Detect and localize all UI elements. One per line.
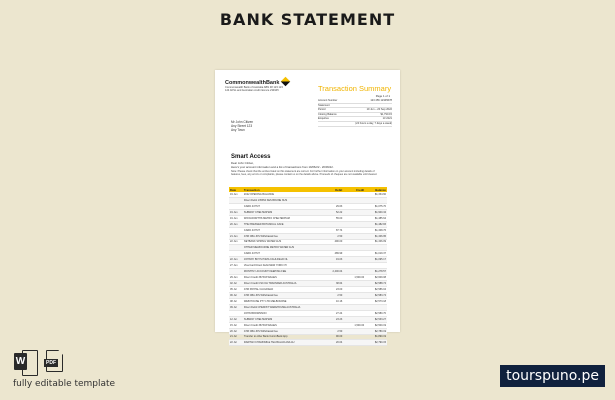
txn-date: 19 Jun [230,216,238,220]
account-title: Smart Access [231,154,271,160]
txn-debit: 20.04 [336,341,343,345]
page-title: BANK STATEMENT [219,10,396,29]
txn-description: SUBWAY CHELTENHAM [243,317,273,321]
txn-balance: $1,346.95 [374,234,386,238]
txn-date: 21 Jul [230,335,237,339]
bank-logo-icon [281,77,291,87]
summary-value: 123 456 12345678 [370,99,392,102]
txn-description: Direct Debit 135354 KES BRUNE NUS [243,198,288,202]
transactions-body [229,192,387,346]
summary-table [318,99,392,127]
transactions-header [229,187,387,192]
table-row [229,340,387,346]
txn-balance: $1,348.76 [374,228,386,232]
txn-balance: $2,533.27 [374,317,386,321]
txn-debit: 52.22 [336,210,343,214]
txn-balance: $1,900.34 [374,210,386,214]
txn-balance: $2,588.74 [374,282,386,286]
txn-date: 09 Jul [230,305,237,309]
txn-credit: 1,500.00 [354,276,365,280]
txn-balance: $2,586.04 [374,287,386,291]
txn-description: CARD 447727 [243,228,261,232]
txn-balance: $1,019.37 [374,252,386,256]
txn-description: Direct Credit CSC DA TRANSFER AUSTRALIA [243,282,297,286]
txn-description: Direct Credit 367303 WAGES [243,323,277,327]
summary-value: 19 Jun – 20 Sep 2022 [366,108,392,112]
transactions-table [229,187,387,346]
txn-date: 20 Jun [230,222,238,226]
summary-label: Account Number [318,99,338,102]
txn-date: 22 Jun [230,258,238,262]
word-file-icon [14,350,34,374]
customer-name: Mr John Citizen [231,120,254,124]
col-transaction: Transaction [243,187,260,192]
txn-balance: $1,485.64 [374,216,386,220]
txn-balance: $1,095.17 [374,258,386,262]
txn-debit: 10.16 [336,299,343,303]
txn-date: 29 Jun [230,276,238,280]
txn-description: ATM CBA JFS Withdrawal Fee [243,234,278,238]
col-date: Date [230,187,237,192]
txn-balance: $2,580.70 [374,311,386,315]
txn-date: 06 Jul [230,293,237,297]
col-debit: Debit [335,187,343,192]
intro-line: Here's your account information and a list of transactions from 19/06/22 - 20/09/22. [231,164,334,169]
txn-balance: $1,346.09 [374,240,386,244]
customer-street: Any Street 123 [231,124,253,129]
txn-date: 19 Jun [230,192,238,196]
summary-value: (24 hours a day, 7 days a week) [355,121,392,125]
summary-value: $1,790.15 [380,112,392,116]
col-balance: Balance [375,187,386,192]
txn-date: 19 Jun [230,210,238,214]
txn-balance: $1,890.19 [374,335,386,339]
txn-debit: 23.00 [336,287,343,291]
txn-description: CARD 447727 [243,252,261,256]
txn-balance: $2,780.19 [374,329,386,333]
customer-town: Any Town [231,128,245,133]
txn-description: JOHNNY BOYS PIZZA CAULFIELD NL [243,258,288,262]
txn-date: 12 Jul [230,317,237,321]
txn-description: Direct Credit 367303 WAGES [243,276,277,280]
txn-balance: $1,482.83 [374,222,386,226]
customer-address [231,120,271,133]
txn-debit: 23.23 [336,317,343,321]
txn-debit: 2.50 [337,329,343,333]
txn-description: Transfer to other Bank CommBank App [243,335,288,339]
txn-description: WEB HOUSE PTY LTD MELBOURNE [243,299,287,303]
txn-debit: 27.24 [336,311,343,315]
txn-debit: 29.63 [336,204,343,208]
txn-description: ATM CBA JFS Withdrawal Fee [243,329,278,333]
greeting [231,162,386,169]
summary-row [318,122,392,127]
txn-date: 20 Jul [230,329,237,333]
txn-date: 21 Jun [230,234,238,238]
txn-balance: $2,790.15 [374,341,386,345]
word-letter: W [14,353,27,370]
brand-badge: tourspuno.pe [500,365,605,387]
txn-debit: 19.03 [336,258,343,262]
txn-description: MONTHLY ACCOUNT KEEPING FEE [243,270,287,274]
txn-balance: $1,334.60 [374,192,386,196]
summary-label: Closing Balance [318,112,337,116]
txn-description: RAWTAN CHAMOMILE TEA BALACLAVA AU [243,341,295,345]
txn-balance: $2,609.08 [374,276,386,280]
txn-debit: 489.99 [334,252,343,256]
txn-description: Direct Debit CHEMIST WAREHOUSE AUSTRALIA [243,305,301,309]
txn-description: WOOLWORTHS METRO CHELTENHAM [243,216,290,220]
txn-debit: 38.64 [336,282,343,286]
bank-logo [225,77,290,86]
txn-description: 2022 OPENING BALANCE [243,192,275,196]
bank-address: Commonwealth Bank of Australia ABN 48 123 123 124 AFSL and Australian credit licence 234945 [225,86,283,93]
txn-balance: $2,500.19 [374,323,386,327]
txn-description: NETBANK SPRING WATER AUS [243,240,282,244]
txn-debit: 90.00 [336,335,343,339]
txn-description: THE PRESSED BOTANICAL CAFE [243,222,284,226]
txn-date: 27 Jun [230,264,238,268]
txn-balance: $2,573.18 [374,299,386,303]
txn-balance: $1,278.57 [374,270,386,274]
txn-date: 05 Jul [230,287,237,291]
txn-description: CARD 447727 [243,204,261,208]
txn-date: 22 Jun [230,240,238,244]
txn-description: Visa Card Direct Debit NEW YORK NY [243,264,288,268]
txn-date: 22 Jul [230,341,237,345]
bank-logo-text: CommonwealthBank [225,80,280,86]
page-number: Page 1 of 1 [375,94,390,98]
bank-statement-document [215,70,400,345]
greeting-line: Dear John Citizen, [231,161,255,165]
txn-debit: 490.00 [334,240,343,244]
txn-debit: 2,400.04 [332,270,343,274]
txn-balance: $1,075.70 [374,204,386,208]
editable-template-caption: fully editable template [13,379,116,389]
txn-description: JOHN BROWNSON [243,311,267,315]
txn-description: OTHER MELBOURNE METRO WATER AUS [243,246,295,250]
txn-date: 08 Jul [230,299,237,303]
summary-value: 13 2221 [382,117,392,121]
txn-debit: 2.50 [337,234,343,238]
txn-description: SUBWAY CHELTENHAM [243,210,273,214]
txn-description: ATM CBA JFS Withdrawal Fee [243,293,278,297]
txn-date: 02 Jul [230,282,237,286]
col-credit: Credit [356,187,365,192]
txn-date: 15 Jul [230,323,237,327]
pdf-file-icon [46,350,66,374]
summary-label: Period [318,108,326,112]
summary-label: Statement [318,103,330,107]
txn-debit: 2.50 [337,293,343,297]
txn-credit: 1,500.00 [354,323,365,327]
txn-debit: 87.74 [336,228,343,232]
pdf-label: PDF [46,360,56,366]
txn-debit: 55.00 [336,216,343,220]
transaction-summary-title: Transaction Summary [318,84,392,93]
summary-label: Enquiries [318,117,329,121]
txn-description: ATM PAYPAL CAULFIELD [243,287,274,291]
txn-balance: $2,583.74 [374,293,386,297]
statement-note: Note: Please check that the entries listed on this statement are correct. For further information on your account including details of features, fees, any errors or complaints, please contact us on the details above. Proceeds of cheques are not available until cleared. [231,170,378,177]
